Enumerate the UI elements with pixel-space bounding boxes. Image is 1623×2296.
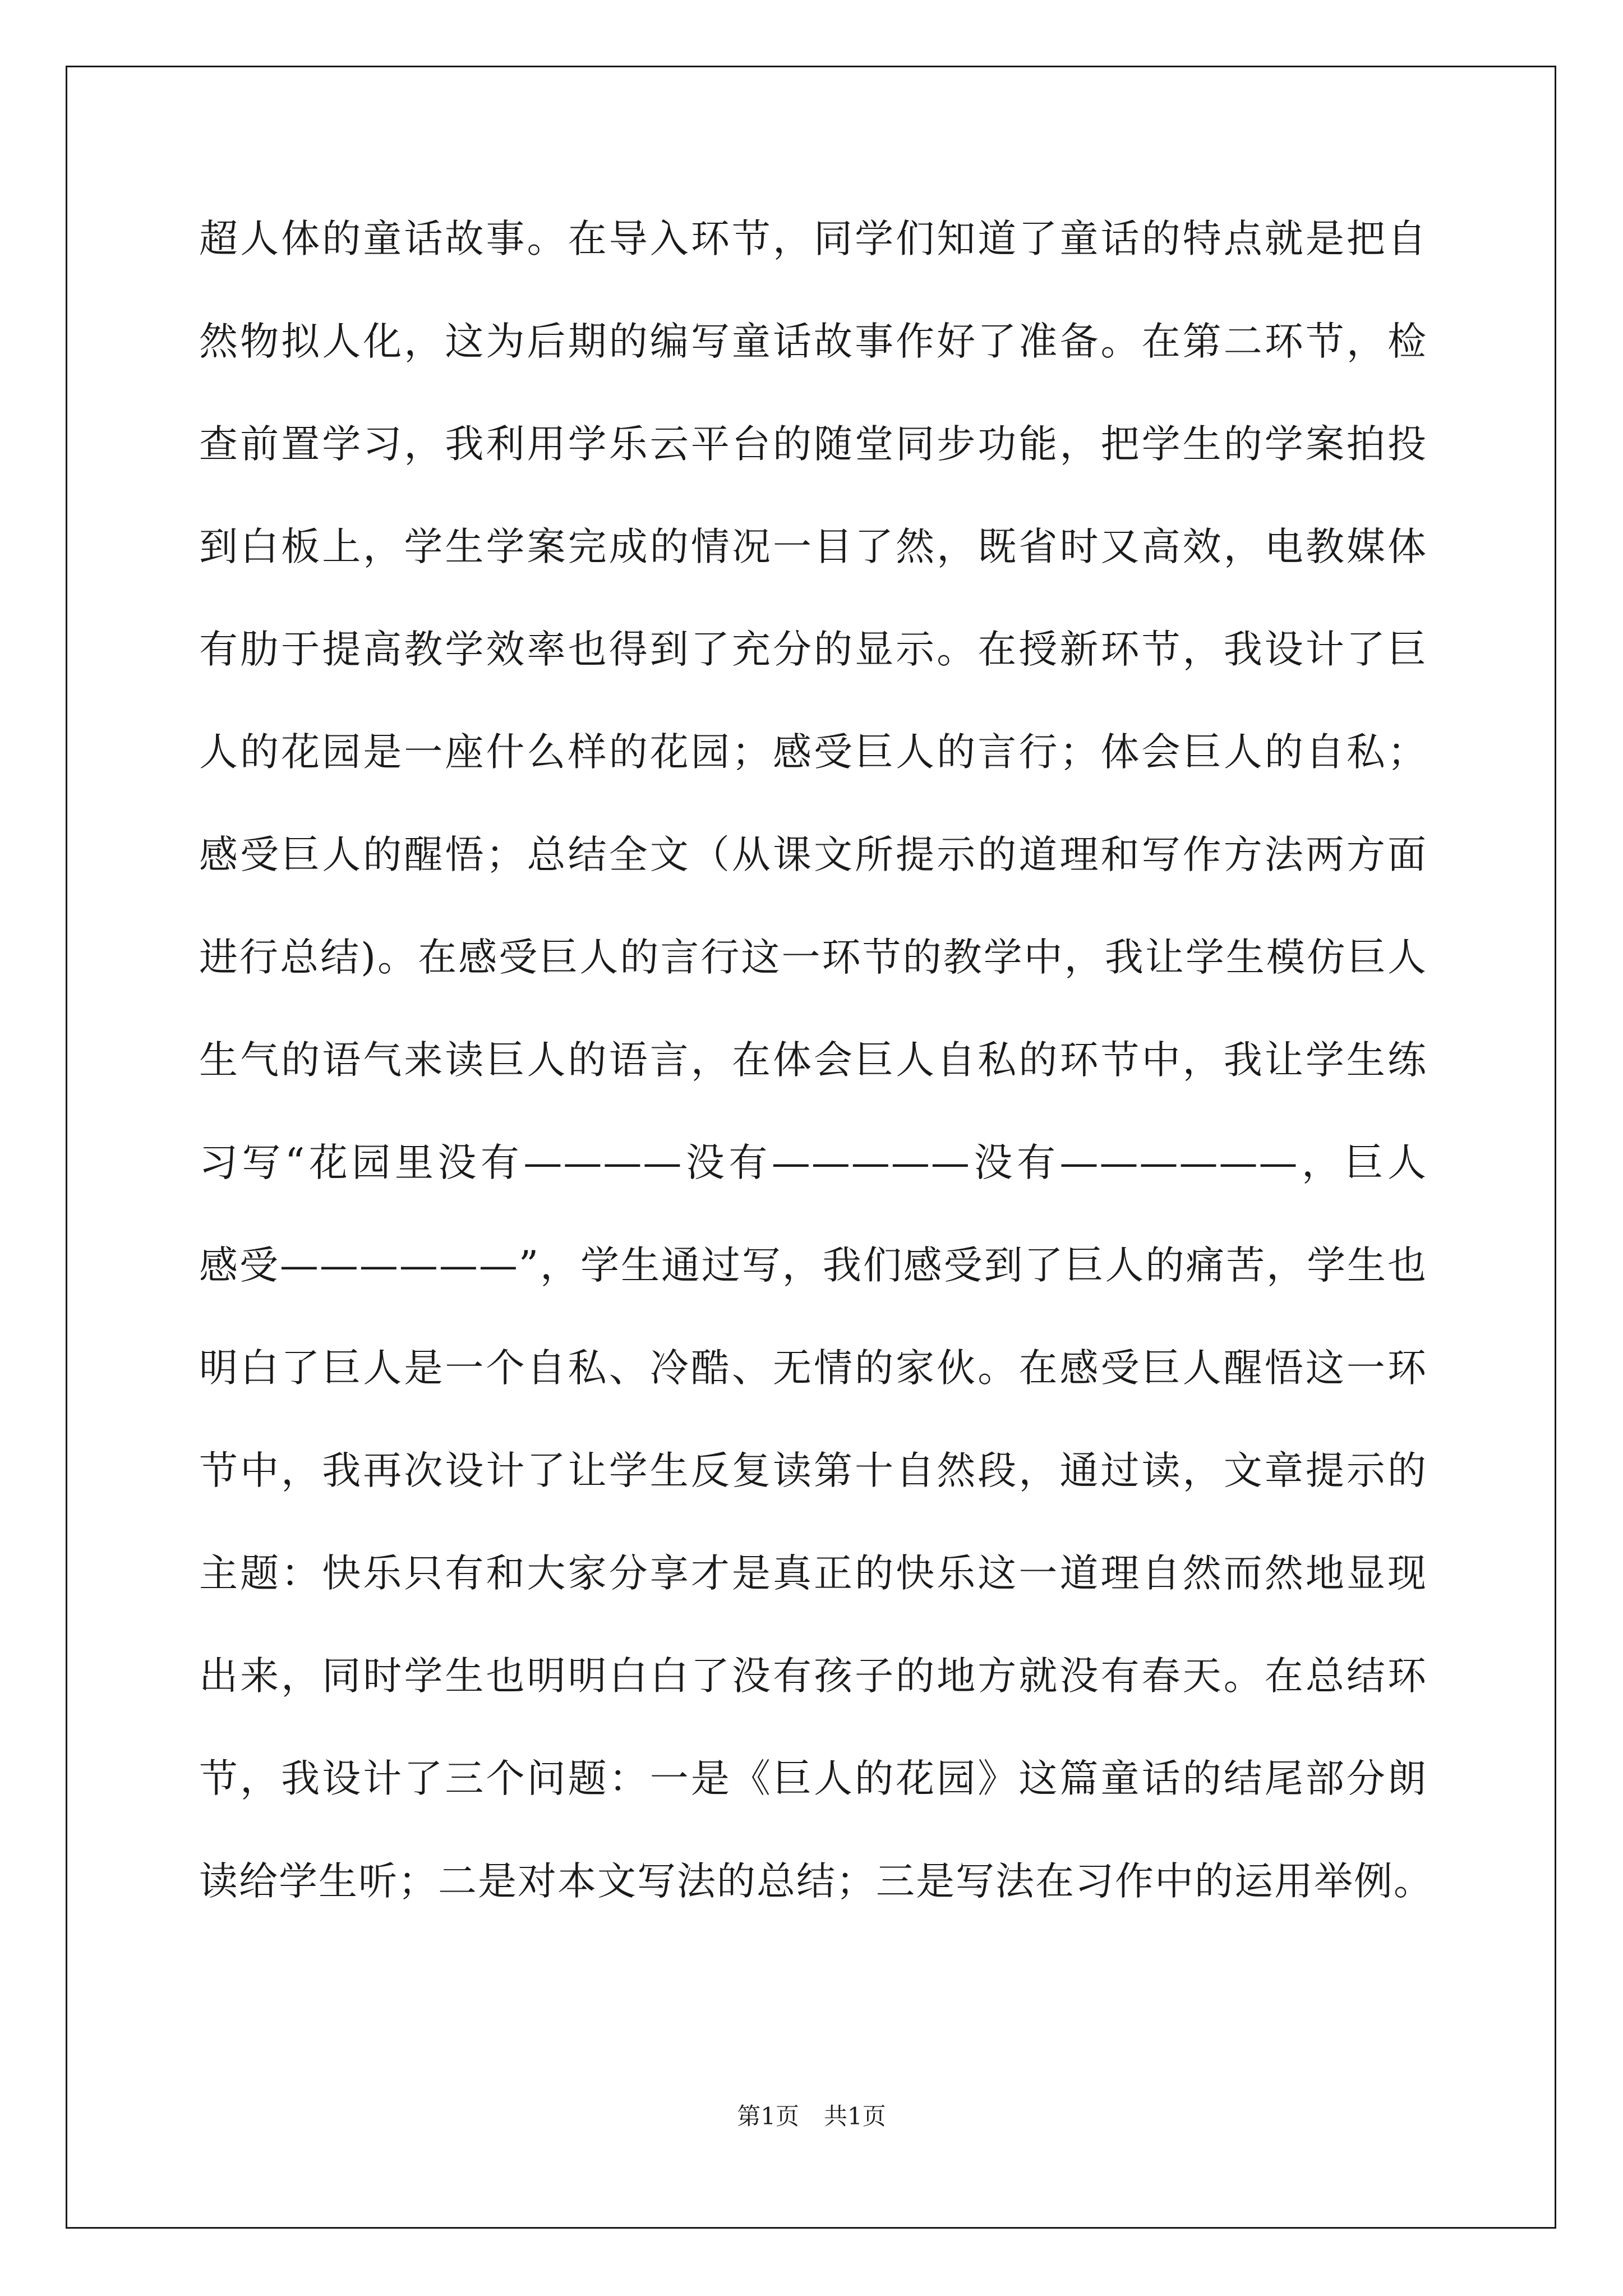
text-line: 习写“花园里没有————没有—————没有——————，巨人 xyxy=(199,1140,1427,1185)
text-line: 人的花园是一座什么样的花园；感受巨人的言行；体会巨人的自私； xyxy=(199,730,1427,775)
page-footer xyxy=(0,2098,1623,2132)
text-line: 节中，我再次设计了让学生反复读第十自然段，通过读，文章提示的 xyxy=(199,1448,1427,1493)
text-line: 查前置学习，我利用学乐云平台的随堂同步功能，把学生的学案拍投 xyxy=(199,422,1427,467)
text-line: 感受巨人的醒悟；总结全文（从课文所提示的道理和写作方法两方面 xyxy=(199,832,1427,877)
text-line: 感受——————”，学生通过写，我们感受到了巨人的痛苦，学生也 xyxy=(199,1243,1427,1288)
text-line: 超人体的童话故事。在导入环节，同学们知道了童话的特点就是把自 xyxy=(199,217,1427,261)
document-body xyxy=(199,208,1433,1953)
page-total: 共1页 xyxy=(824,2102,886,2130)
text-line: 读给学生听；二是对本文写法的总结；三是写法在习作中的运用举例。 xyxy=(199,1859,1433,1904)
text-line: 到白板上，学生学案完成的情况一目了然，既省时又高效，电教媒体 xyxy=(199,524,1427,569)
text-line: 主题：快乐只有和大家分享才是真正的快乐这一道理自然而然地显现 xyxy=(199,1551,1427,1596)
text-line: 节，我设计了三个问题：一是《巨人的花园》这篇童话的结尾部分朗 xyxy=(199,1756,1427,1801)
text-line: 生气的语气来读巨人的语言，在体会巨人自私的环节中，我让学生练 xyxy=(199,1038,1427,1083)
text-line: 出来，同时学生也明明白白了没有孩子的地方就没有春天。在总结环 xyxy=(199,1654,1427,1699)
text-line: 然物拟人化，这为后期的编写童话故事作好了准备。在第二环节，检 xyxy=(199,319,1427,364)
text-line: 有肋于提高教学效率也得到了充分的显示。在授新环节，我设计了巨 xyxy=(199,627,1427,672)
text-line: 进行总结)。在感受巨人的言行这一环节的教学中，我让学生模仿巨人 xyxy=(199,935,1427,980)
text-line: 明白了巨人是一个自私、冷酷、无情的家伙。在感受巨人醒悟这一环 xyxy=(199,1346,1427,1391)
page-number: 第1页 xyxy=(737,2102,799,2130)
